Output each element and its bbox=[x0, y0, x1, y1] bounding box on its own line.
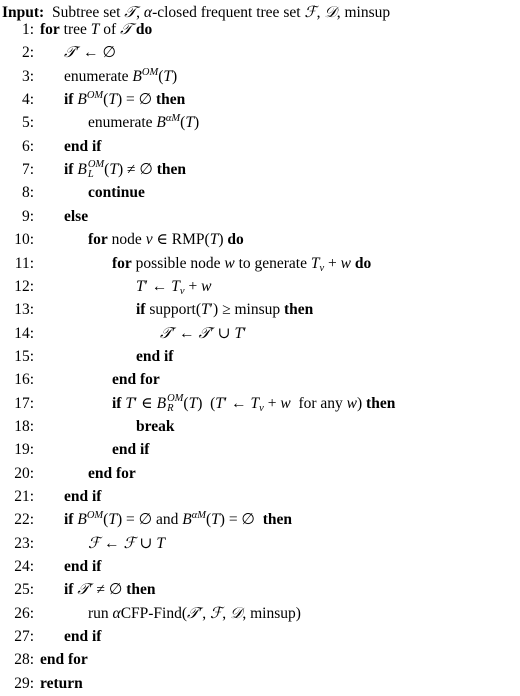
line-code: break bbox=[136, 417, 175, 435]
line-number: 6: bbox=[21, 137, 34, 155]
line-number: 2: bbox=[21, 44, 34, 62]
line-number: 11: bbox=[14, 254, 34, 272]
line-code: return bbox=[40, 674, 83, 692]
line-number: 5: bbox=[21, 114, 34, 132]
line-code: end for bbox=[40, 651, 88, 669]
line-number: 7: bbox=[21, 161, 34, 179]
line-number: 12: bbox=[14, 277, 34, 295]
line-code: for tree T of 𝒯 do bbox=[40, 20, 153, 38]
line-code: else bbox=[64, 207, 89, 225]
line-number: 15: bbox=[14, 347, 34, 365]
line-code: continue bbox=[88, 184, 145, 202]
input-text: Subtree set 𝒯, α-closed frequent tree set ℱ, 𝒟, minsup bbox=[48, 3, 391, 21]
line-number: 3: bbox=[21, 67, 34, 85]
line-number: 18: bbox=[14, 417, 34, 435]
line-code: 𝒯′ ← ∅ bbox=[64, 43, 117, 62]
line-code: if T′ ∈ B OM R (T) (T′ ← $T_v + w$ for any w) then bbox=[112, 392, 396, 414]
line-code: if support(T′) ≥ minsup then bbox=[136, 301, 314, 319]
line-number: 10: bbox=[14, 231, 34, 249]
line-code: enumerate $B^{OM}(T)$ bbox=[64, 66, 178, 85]
line-code: end if bbox=[64, 628, 102, 646]
line-code: if $B^{OM}(T)$ = ∅ then bbox=[64, 90, 186, 109]
line-number: 1: bbox=[21, 21, 34, 38]
line-code: end if bbox=[64, 488, 102, 505]
line-code: if 𝒯′ ≠ ∅ then bbox=[64, 580, 156, 599]
line-number: 20: bbox=[14, 464, 34, 482]
line-number: 21: bbox=[14, 488, 34, 505]
line-code: end if bbox=[64, 558, 102, 576]
line-code: run αCFP-Find(𝒯′, ℱ, 𝒟, minsup) bbox=[88, 603, 301, 622]
line-number: 28: bbox=[14, 651, 34, 669]
line-number: 13: bbox=[14, 301, 34, 319]
line-number: 4: bbox=[21, 91, 34, 109]
line-code: end if bbox=[64, 137, 102, 155]
line-code: if B OM L (T) ≠ ∅ then bbox=[64, 159, 187, 181]
line-code: enumerate $B^{\alpha M}(T)$ bbox=[88, 113, 200, 132]
line-number: 14: bbox=[14, 324, 34, 342]
line-number: 27: bbox=[14, 628, 34, 646]
line-number: 8: bbox=[21, 184, 34, 202]
line-number: 19: bbox=[14, 441, 34, 459]
input-label: Input: bbox=[2, 4, 45, 21]
line-code: ℱ ← ℱ ∪ T bbox=[88, 533, 165, 552]
line-number: 26: bbox=[14, 604, 34, 622]
line-code: for possible node w to generate $T_v + w$ do bbox=[112, 254, 372, 274]
line-number: 9: bbox=[21, 207, 34, 225]
line-code: end if bbox=[112, 441, 150, 459]
line-number: 25: bbox=[14, 581, 34, 599]
line-code: T′ ← $T_v + w$ bbox=[136, 277, 212, 297]
line-number: 29: bbox=[14, 674, 34, 692]
line-number: 23: bbox=[14, 534, 34, 552]
line-number: 22: bbox=[14, 511, 34, 529]
line-code: end if bbox=[136, 347, 174, 365]
line-code: end for bbox=[88, 464, 136, 482]
line-number: 16: bbox=[14, 371, 34, 389]
line-number: 17: bbox=[14, 394, 34, 412]
line-number: 24: bbox=[14, 558, 34, 576]
line-code: for node v ∈ RMP(T) do bbox=[88, 231, 244, 249]
line-code: end for bbox=[112, 371, 160, 389]
line-code: if $B^{OM}(T)$ = ∅ and $B^{\alpha M}(T)$ = ∅ then bbox=[64, 510, 292, 529]
line-code: 𝒯′ ← 𝒯′ ∪ T′ bbox=[160, 323, 247, 342]
